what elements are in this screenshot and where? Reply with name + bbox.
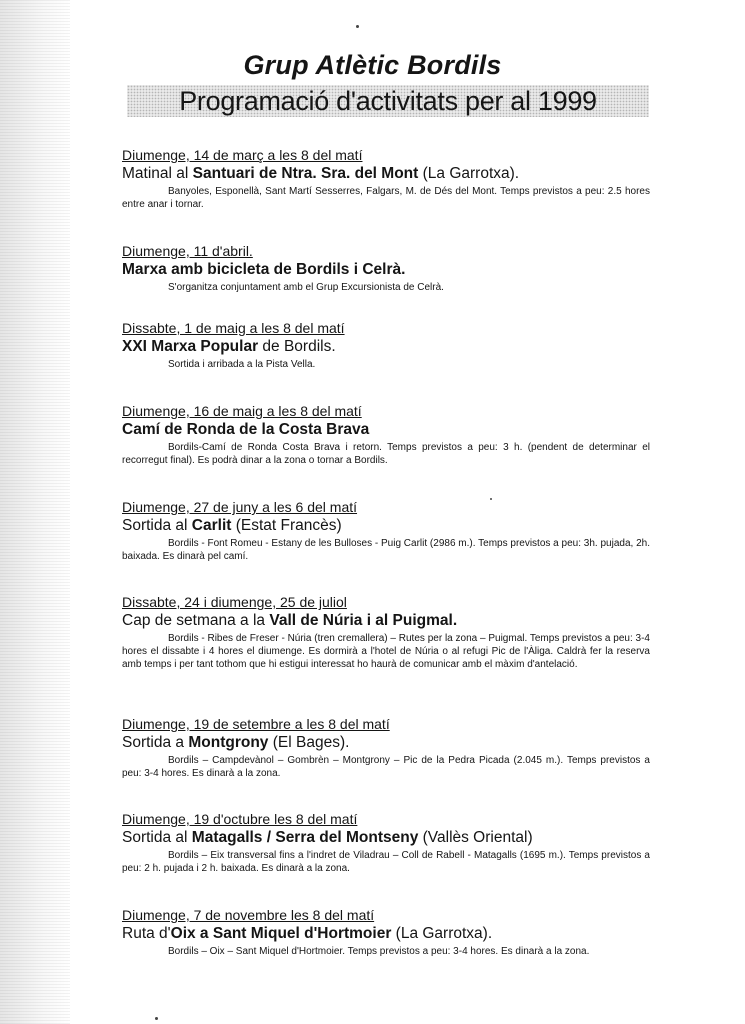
event-heading-suffix: de Bordils.: [258, 338, 336, 355]
event-description: Bordils – Eix transversal fins a l'indret de Viladrau – Coll de Rabell - Matagalls (1695 m.). Temps previstos a peu: 2 h. pujada i 2 h. baixada. Es dinarà a la zona.: [122, 850, 650, 874]
event-date: Dissabte, 1 de maig a les 8 del matí: [122, 320, 345, 336]
event-heading: [122, 924, 650, 943]
event-date: Diumenge, 27 de juny a les 6 del matí: [122, 499, 358, 515]
event-8: [122, 811, 650, 875]
event-heading-suffix: (La Garrotxa).: [391, 925, 493, 942]
event-heading-prefix: Sortida a: [122, 734, 189, 751]
event-description: Bordils - Ribes de Freser - Núria (tren cremallera) – Rutes per la zona – Puigmal. Temps previstos a peu: 3-4 hores el dissabte i 4 hores el diumenge. Es dormirà a l'hotel de Núria o al refugi Pic de l'Àliga. Caldrà fer la reserva amb temps i per tant tothom que hi estigui interessat ho haurà de comunicar amb el màxim d'antelació.: [122, 633, 650, 670]
event-heading: [122, 164, 650, 183]
event-5: [122, 499, 650, 563]
event-4: [122, 403, 650, 467]
event-heading-prefix: Matinal al: [122, 165, 193, 182]
event-heading-prefix: Ruta d': [122, 925, 171, 942]
event-heading: [122, 337, 650, 356]
event-heading-bold: Carlit: [191, 517, 232, 534]
event-description: Bordils – Oix – Sant Miquel d'Hortmoier. Temps previstos a peu: 3-4 hores. Es dinarà a la zona.: [168, 946, 590, 957]
event-heading-prefix: Sortida al: [122, 829, 192, 846]
event-heading-bold: Montgrony: [188, 734, 269, 751]
event-2: [122, 243, 650, 294]
event-heading-prefix: Cap de setmana a la: [122, 612, 270, 629]
event-heading: [122, 828, 650, 847]
event-1: [122, 147, 650, 211]
event-description: Bordils – Campdevànol – Gombrèn – Montgrony – Pic de la Pedra Picada (2.045 m.). Temps previstos a peu: 3-4 hores. Es dinarà a la zona.: [122, 755, 650, 779]
event-date: Diumenge, 16 de maig a les 8 del matí: [122, 403, 362, 419]
event-heading: [122, 611, 650, 630]
event-heading-bold: XXI Marxa Popular: [122, 338, 259, 355]
event-description: Sortida i arribada a la Pista Vella.: [168, 359, 316, 370]
event-date: Dissabte, 24 i diumenge, 25 de juliol: [122, 594, 347, 610]
event-date: Diumenge, 19 d'octubre les 8 del matí: [122, 811, 358, 827]
event-6: [122, 594, 650, 671]
event-heading: [122, 420, 650, 439]
event-date: Diumenge, 19 de setembre a les 8 del matí: [122, 716, 390, 732]
event-date: Diumenge, 7 de novembre les 8 del matí: [122, 907, 375, 923]
event-heading-suffix: (La Garrotxa).: [418, 165, 520, 182]
event-heading: [122, 260, 650, 279]
event-heading-bold: Santuari de Ntra. Sra. del Mont: [192, 165, 419, 182]
document-title: Grup Atlètic Bordils: [243, 50, 502, 80]
scan-edge-shadow: [0, 0, 70, 1024]
event-date: Diumenge, 14 de març a les 8 del matí: [122, 147, 363, 163]
event-heading-suffix: (El Bages).: [268, 734, 350, 751]
event-heading-prefix: Sortida al: [122, 517, 192, 534]
scan-speck: [356, 25, 359, 28]
scan-speck: [155, 1017, 158, 1020]
event-3: [122, 320, 650, 371]
event-date: Diumenge, 11 d'abril.: [122, 243, 253, 259]
event-heading: [122, 733, 650, 752]
event-description: Banyoles, Esponellà, Sant Martí Sesserres, Falgars, M. de Dés del Mont. Temps previstos a peu: 2.5 hores entre anar i tornar.: [122, 186, 650, 210]
event-heading-bold: Camí de Ronda de la Costa Brava: [122, 421, 370, 438]
event-description: Bordils-Camí de Ronda Costa Brava i retorn. Temps previstos a peu: 3 h. (pendent de determinar el recorregut final). Es podrà dinar a la zona o tornar a Bordils.: [122, 442, 650, 466]
event-heading-suffix: (Vallès Oriental): [418, 829, 533, 846]
event-7: [122, 716, 650, 780]
event-9: [122, 907, 650, 958]
event-heading-bold: Oix a Sant Miquel d'Hortmoier: [170, 925, 392, 942]
event-heading-suffix: (Estat Francès): [231, 517, 342, 534]
event-heading-bold: Matagalls / Serra del Montseny: [191, 829, 419, 846]
document-subtitle: Programació d'activitats per al 1999: [179, 86, 597, 116]
event-heading-bold: Marxa amb bicicleta de Bordils i Celrà.: [122, 261, 406, 278]
event-heading-bold: Vall de Núria i al Puigmal.: [269, 612, 458, 629]
event-heading: [122, 516, 650, 535]
event-description: Bordils - Font Romeu - Estany de les Bulloses - Puig Carlit (2986 m.). Temps previstos a peu: 3h. pujada, 2h. baixada. Es dinarà pel camí.: [122, 538, 650, 562]
event-description: S'organitza conjuntament amb el Grup Excursionista de Celrà.: [168, 282, 444, 293]
